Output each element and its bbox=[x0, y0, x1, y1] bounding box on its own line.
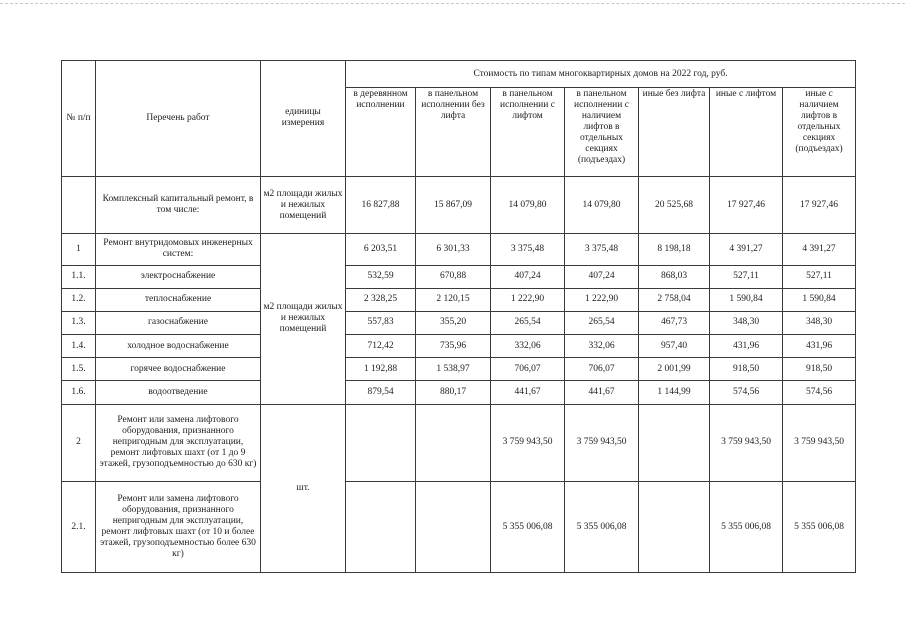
subheader-cell: в панельном исполнении с лифтом bbox=[491, 88, 565, 177]
subheader-cell: иные с лифтом bbox=[710, 88, 783, 177]
value-cell: 5 355 006,08 bbox=[565, 482, 639, 573]
row-number: 1.4. bbox=[62, 335, 96, 358]
value-cell: 3 759 943,50 bbox=[565, 404, 639, 482]
table-row bbox=[62, 335, 856, 358]
value-cell: 3 375,48 bbox=[565, 234, 639, 265]
cost-table bbox=[61, 60, 856, 573]
table-row bbox=[62, 176, 856, 233]
value-cell: 527,11 bbox=[710, 265, 783, 288]
value-cell: 557,83 bbox=[346, 311, 416, 334]
row-number: 1.6. bbox=[62, 381, 96, 404]
row-name: водоотведение bbox=[96, 381, 261, 404]
value-cell: 5 355 006,08 bbox=[491, 482, 565, 573]
value-cell: 4 391,27 bbox=[710, 234, 783, 265]
value-cell: 348,30 bbox=[710, 311, 783, 334]
subheader-cell: в панельном исполнении без лифта bbox=[416, 88, 491, 177]
row-name: горячее водоснабжение bbox=[96, 358, 261, 381]
col-header-no: № п/п bbox=[62, 61, 96, 177]
table-row bbox=[62, 482, 856, 573]
col-header-units: единицы измерения bbox=[261, 61, 346, 177]
row-number: 1.1. bbox=[62, 265, 96, 288]
value-cell: 3 759 943,50 bbox=[710, 404, 783, 482]
value-cell: 2 328,25 bbox=[346, 288, 416, 311]
row-number: 1 bbox=[62, 234, 96, 265]
value-cell: 348,30 bbox=[783, 311, 856, 334]
value-cell: 407,24 bbox=[565, 265, 639, 288]
value-cell: 14 079,80 bbox=[491, 176, 565, 233]
value-cell: 2 001,99 bbox=[639, 358, 710, 381]
value-cell: 6 301,33 bbox=[416, 234, 491, 265]
row-name: Ремонт или замена лифтового оборудования, признанного непригодным для эксплуатации, ремонт лифтовых шахт (от 1 до 9 этажей, грузоподъемностью до 630 кг) bbox=[96, 404, 261, 482]
row-name: холодное водоснабжение bbox=[96, 335, 261, 358]
value-cell bbox=[416, 482, 491, 573]
value-cell: 3 759 943,50 bbox=[783, 404, 856, 482]
value-cell: 5 355 006,08 bbox=[783, 482, 856, 573]
value-cell: 8 198,18 bbox=[639, 234, 710, 265]
row-number bbox=[62, 176, 96, 233]
value-cell: 2 120,15 bbox=[416, 288, 491, 311]
value-cell bbox=[639, 404, 710, 482]
unit-cell: шт. bbox=[261, 404, 346, 572]
table-row bbox=[62, 404, 856, 482]
value-cell: 265,54 bbox=[491, 311, 565, 334]
value-cell: 16 827,88 bbox=[346, 176, 416, 233]
value-cell: 918,50 bbox=[710, 358, 783, 381]
subheader-cell: иные с наличием лифтов в отдельных секциях (подъездах) bbox=[783, 88, 856, 177]
value-cell: 15 867,09 bbox=[416, 176, 491, 233]
value-cell: 918,50 bbox=[783, 358, 856, 381]
row-number: 1.2. bbox=[62, 288, 96, 311]
value-cell: 17 927,46 bbox=[783, 176, 856, 233]
table-row bbox=[62, 358, 856, 381]
value-cell: 957,40 bbox=[639, 335, 710, 358]
value-cell bbox=[346, 482, 416, 573]
row-name: электроснабжение bbox=[96, 265, 261, 288]
row-number: 1.3. bbox=[62, 311, 96, 334]
value-cell: 441,67 bbox=[565, 381, 639, 404]
value-cell: 706,07 bbox=[565, 358, 639, 381]
value-cell: 467,73 bbox=[639, 311, 710, 334]
col-header-works: Перечень работ bbox=[96, 61, 261, 177]
value-cell bbox=[416, 404, 491, 482]
value-cell: 706,07 bbox=[491, 358, 565, 381]
table-row bbox=[62, 234, 856, 265]
row-name: Ремонт внутридомовых инженерных систем: bbox=[96, 234, 261, 265]
value-cell: 879,54 bbox=[346, 381, 416, 404]
value-cell: 735,96 bbox=[416, 335, 491, 358]
value-cell: 1 590,84 bbox=[783, 288, 856, 311]
row-name: газоснабжение bbox=[96, 311, 261, 334]
table-row bbox=[62, 288, 856, 311]
value-cell: 431,96 bbox=[783, 335, 856, 358]
unit-cell: м2 площади жилых и нежилых помещений bbox=[261, 176, 346, 233]
value-cell: 20 525,68 bbox=[639, 176, 710, 233]
value-cell: 670,88 bbox=[416, 265, 491, 288]
header-row bbox=[62, 61, 856, 88]
row-name: теплоснабжение bbox=[96, 288, 261, 311]
value-cell: 441,67 bbox=[491, 381, 565, 404]
value-cell: 332,06 bbox=[565, 335, 639, 358]
value-cell: 527,11 bbox=[783, 265, 856, 288]
value-cell: 17 927,46 bbox=[710, 176, 783, 233]
subheader-cell: в деревянном исполнении bbox=[346, 88, 416, 177]
cost-header: Стоимость по типам многоквартирных домов на 2022 год, руб. bbox=[346, 61, 856, 88]
value-cell: 868,03 bbox=[639, 265, 710, 288]
value-cell: 1 222,90 bbox=[565, 288, 639, 311]
table-row bbox=[62, 311, 856, 334]
subheader-cell: в панельном исполнении с наличием лифтов в отдельных секциях (подъездах) bbox=[565, 88, 639, 177]
value-cell: 574,56 bbox=[710, 381, 783, 404]
value-cell bbox=[639, 482, 710, 573]
row-name: Комплексный капитальный ремонт, в том числе: bbox=[96, 176, 261, 233]
value-cell: 2 758,04 bbox=[639, 288, 710, 311]
value-cell: 1 590,84 bbox=[710, 288, 783, 311]
value-cell: 712,42 bbox=[346, 335, 416, 358]
value-cell: 5 355 006,08 bbox=[710, 482, 783, 573]
value-cell: 407,24 bbox=[491, 265, 565, 288]
value-cell: 355,20 bbox=[416, 311, 491, 334]
value-cell: 3 759 943,50 bbox=[491, 404, 565, 482]
table-row bbox=[62, 381, 856, 404]
value-cell: 4 391,27 bbox=[783, 234, 856, 265]
row-number: 1.5. bbox=[62, 358, 96, 381]
value-cell: 6 203,51 bbox=[346, 234, 416, 265]
row-name: Ремонт или замена лифтового оборудования, признанного непригодным для эксплуатации, ремонт лифтовых шахт (от 10 и более этажей, грузоподъемностью более 630 кг) bbox=[96, 482, 261, 573]
value-cell: 265,54 bbox=[565, 311, 639, 334]
row-number: 2 bbox=[62, 404, 96, 482]
value-cell: 1 192,88 bbox=[346, 358, 416, 381]
table-row bbox=[62, 265, 856, 288]
value-cell: 14 079,80 bbox=[565, 176, 639, 233]
value-cell: 574,56 bbox=[783, 381, 856, 404]
top-edge-line bbox=[0, 3, 905, 4]
value-cell: 1 222,90 bbox=[491, 288, 565, 311]
value-cell: 1 538,97 bbox=[416, 358, 491, 381]
value-cell: 3 375,48 bbox=[491, 234, 565, 265]
row-number: 2.1. bbox=[62, 482, 96, 573]
value-cell bbox=[346, 404, 416, 482]
value-cell: 880,17 bbox=[416, 381, 491, 404]
value-cell: 532,59 bbox=[346, 265, 416, 288]
value-cell: 431,96 bbox=[710, 335, 783, 358]
value-cell: 1 144,99 bbox=[639, 381, 710, 404]
value-cell: 332,06 bbox=[491, 335, 565, 358]
subheader-cell: иные без лифта bbox=[639, 88, 710, 177]
unit-cell: м2 площади жилых и нежилых помещений bbox=[261, 234, 346, 404]
